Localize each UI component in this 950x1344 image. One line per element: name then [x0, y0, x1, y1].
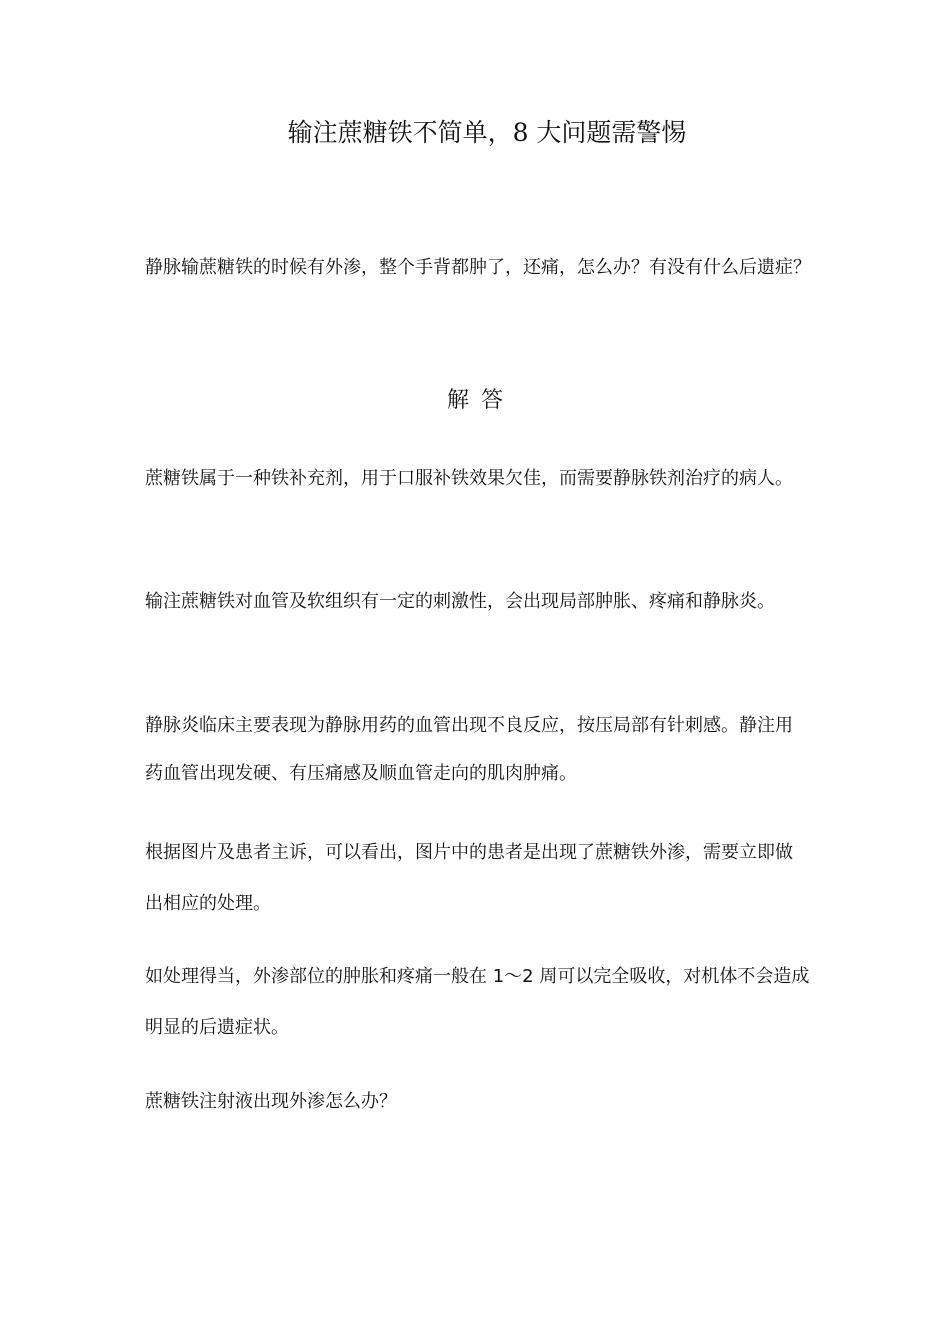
answer-paragraph: 输注蔗糖铁对血管及软组织有一定的刺激性，会出现局部肿胀、疼痛和静脉炎。	[145, 591, 775, 612]
answer-paragraph: 静脉炎临床主要表现为静脉用药的血管出现不良反应，按压局部有针刺感。静注用药血管出现发硬、有压痛感及顺血管走向的肌肉肿痛。	[145, 715, 793, 784]
answer-paragraph: 如处理得当，外渗部位的肿胀和疼痛一般在 1～2 周可以完全吸收，对机体不会造成明显的后遗症状。	[145, 966, 810, 1038]
answer-paragraph: 根据图片及患者主诉，可以看出，图片中的患者是出现了蔗糖铁外渗，需要立即做出相应的处理。	[145, 842, 793, 914]
answer-paragraph: 蔗糖铁属于一种铁补充剂，用于口服补铁效果欠佳，而需要静脉铁剂治疗的病人。	[145, 468, 793, 489]
document-title: 输注蔗糖铁不简单，8 大问题需警惕	[287, 118, 687, 147]
subheading-question: 蔗糖铁注射液出现外渗怎么办？	[145, 1091, 397, 1112]
answer-heading: 解答	[446, 388, 515, 413]
question-text: 静脉输蔗糖铁的时候有外渗，整个手背都肿了，还痛，怎么办？有没有什么后遗症？	[145, 257, 811, 278]
